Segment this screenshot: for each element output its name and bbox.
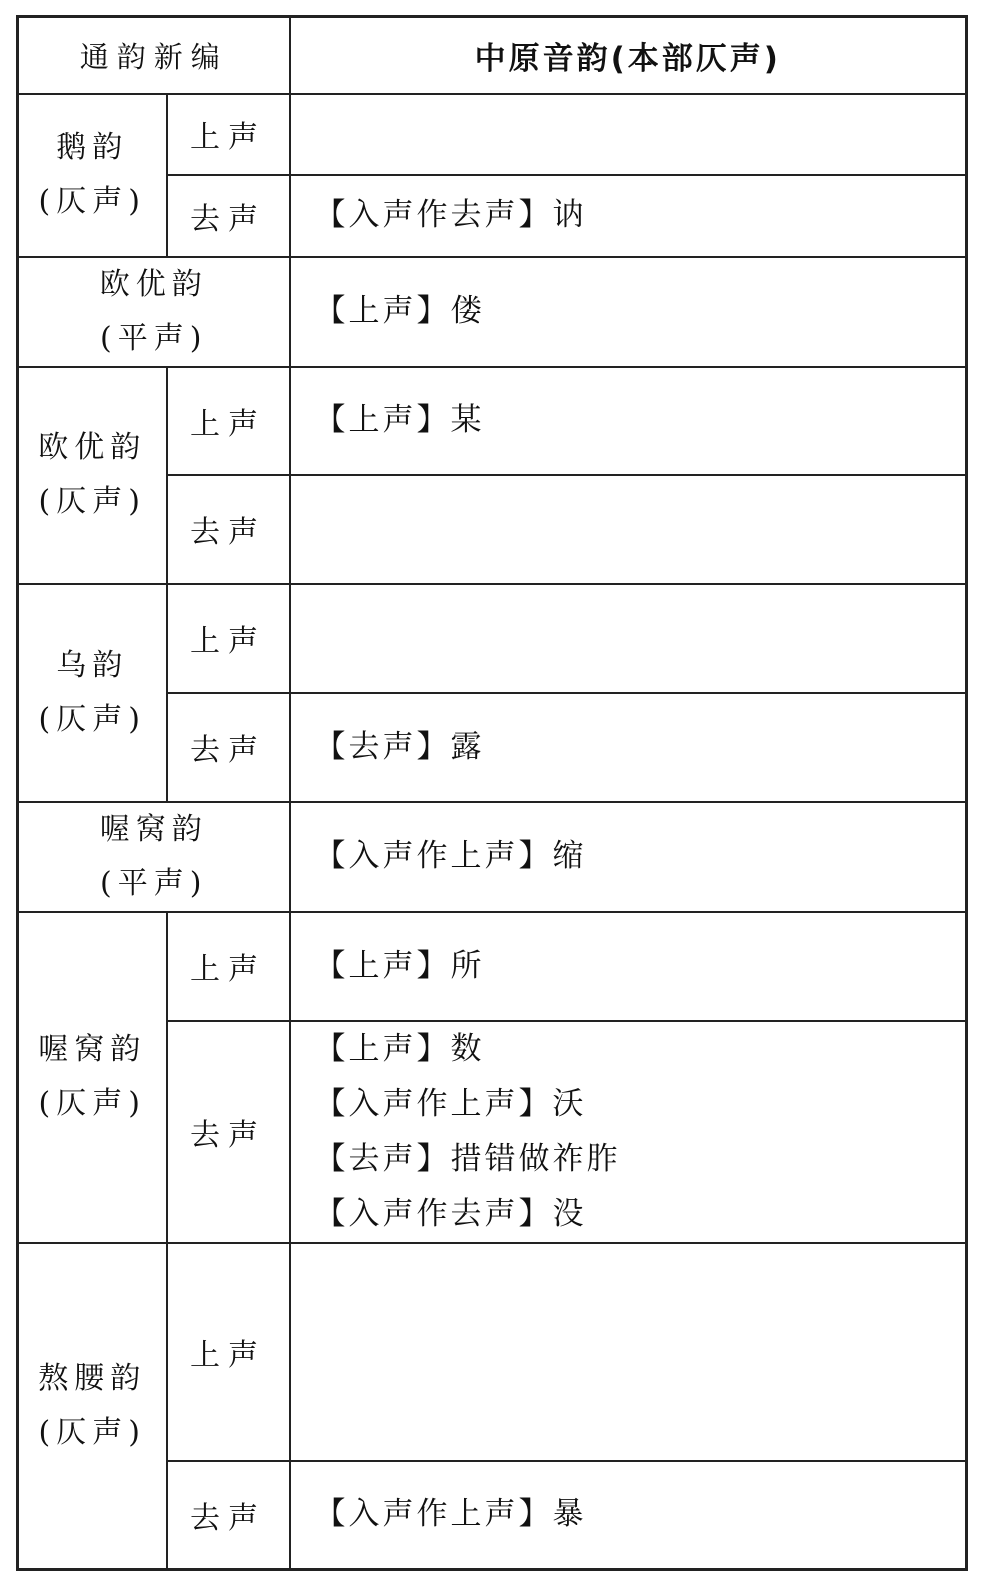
tone-cell: 上声 — [167, 94, 290, 175]
rhyme-group-cell — [18, 802, 290, 912]
rhyme-group-name: 乌韵 — [56, 647, 129, 683]
zhongyuan-entry-cell — [290, 912, 967, 1021]
tone-cell: 上声 — [167, 367, 290, 475]
entry-line: 【上声】所 — [314, 947, 485, 984]
rhyme-group-cell — [18, 584, 167, 802]
entry-line: 【入声作去声】讷 — [314, 197, 587, 233]
rhyme-table — [16, 15, 968, 1571]
rhyme-group-name: 喔窝韵 — [99, 811, 208, 847]
table-row — [18, 94, 967, 175]
tone-cell: 去声 — [167, 693, 290, 802]
rhyme-group-name: 欧优韵 — [99, 266, 208, 302]
rhyme-group-name: 鹅韵 — [56, 130, 129, 165]
zhongyuan-entry-cell — [290, 175, 967, 257]
entry-line: 【入声作去声】没 — [314, 1195, 587, 1232]
table-row — [18, 1243, 967, 1461]
entry-line: 【上声】偻 — [314, 293, 485, 329]
tone-cell: 去声 — [167, 1021, 290, 1243]
rhyme-group-tone-class: (仄声) — [38, 701, 146, 737]
entry-line: 【上声】某 — [314, 402, 485, 438]
entry-line: 【上声】数 — [314, 1030, 485, 1067]
rhyme-group-cell — [18, 94, 167, 257]
rhyme-group-name: 喔窝韵 — [38, 1032, 147, 1067]
zhongyuan-entry-cell — [290, 1243, 967, 1461]
table-body — [18, 17, 967, 1570]
rhyme-group-tone-class: (平声) — [100, 865, 208, 901]
entry-line: 【去声】措错做祚胙 — [314, 1140, 621, 1177]
entry-line: 【入声作上声】缩 — [314, 838, 587, 874]
table-row — [18, 802, 967, 912]
rhyme-group-cell — [18, 367, 167, 584]
zhongyuan-entry-cell — [290, 584, 967, 693]
zhongyuan-entry-cell — [290, 693, 967, 802]
rhyme-group-cell — [18, 912, 167, 1243]
table-row — [18, 257, 967, 367]
zhongyuan-entry-cell — [290, 257, 967, 367]
zhongyuan-entry-cell — [290, 367, 967, 475]
zhongyuan-entry-cell — [290, 1461, 967, 1570]
rhyme-group-name: 欧优韵 — [38, 430, 147, 465]
rhyme-group-tone-class: (仄声) — [38, 484, 146, 519]
entry-line: 【入声作上声】暴 — [314, 1496, 587, 1533]
rhyme-group-name: 熬腰韵 — [38, 1360, 147, 1396]
table-row — [18, 912, 967, 1021]
rhyme-group-tone-class: (平声) — [100, 320, 208, 356]
table-row — [18, 367, 967, 475]
zhongyuan-entry-cell — [290, 94, 967, 175]
zhongyuan-entry-cell — [290, 1021, 967, 1243]
tone-cell: 上声 — [167, 912, 290, 1021]
header-right: 中原音韵(本部仄声) — [290, 17, 967, 94]
tone-cell: 去声 — [167, 1461, 290, 1570]
rhyme-group-tone-class: (仄声) — [38, 184, 146, 219]
tone-cell: 去声 — [167, 475, 290, 584]
header-left: 通韵新编 — [18, 17, 290, 94]
tone-cell: 去声 — [167, 175, 290, 257]
header-row — [18, 17, 967, 94]
entry-line: 【入声作上声】沃 — [314, 1085, 587, 1122]
rhyme-group-tone-class: (仄声) — [38, 1414, 146, 1450]
rhyme-group-cell — [18, 1243, 167, 1570]
zhongyuan-entry-cell — [290, 802, 967, 912]
tone-cell: 上声 — [167, 1243, 290, 1461]
zhongyuan-entry-cell — [290, 475, 967, 584]
table-row — [18, 584, 967, 693]
rhyme-group-tone-class: (仄声) — [38, 1086, 146, 1121]
rhyme-group-cell — [18, 257, 290, 367]
tone-cell: 上声 — [167, 584, 290, 693]
entry-line: 【去声】露 — [314, 728, 485, 765]
